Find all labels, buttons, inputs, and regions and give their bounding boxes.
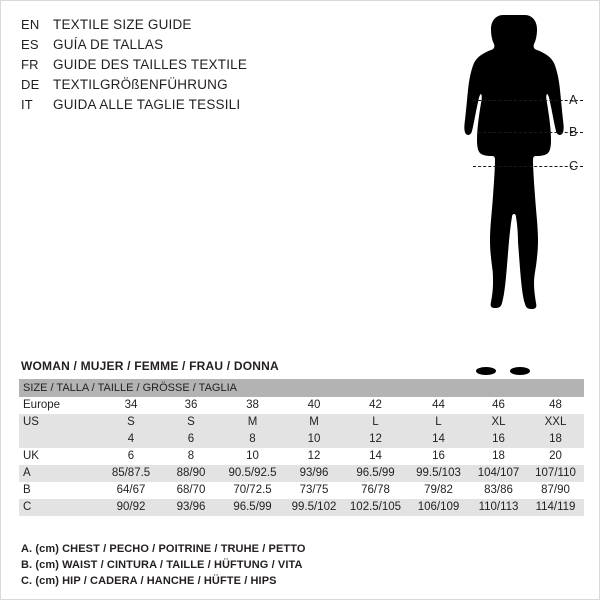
table-row [19,482,584,499]
marker-letter-c: C [569,159,579,173]
language-row-it [21,95,351,115]
cell: L [407,414,470,431]
cell: 18 [527,431,584,448]
cell: 44 [407,397,470,414]
body-figure [431,11,591,376]
note-c: C. (cm) HIP / CADERA / HANCHE / HÜFTE / HIPS [21,575,277,587]
marker-line-a [473,100,583,101]
cell: 36 [161,397,221,414]
cell: 102.5/105 [344,499,407,516]
size-table-wrapper [19,379,584,516]
cell: S [101,414,161,431]
cell: 83/86 [470,482,527,499]
language-code-en: EN [21,17,40,32]
cell: 107/110 [527,465,584,482]
cell: 16 [407,448,470,465]
table-header-label: SIZE / TALLA / TAILLE / GRÖSSE / TAGLIA [19,379,584,397]
marker-line-c [473,166,583,167]
cell: 96.5/99 [344,465,407,482]
language-code-de: DE [21,77,40,92]
language-text-fr: GUIDE DES TAILLES TEXTILE [53,57,248,72]
cell: 16 [470,431,527,448]
cell: 85/87.5 [101,465,161,482]
cell: 6 [101,448,161,465]
cell: 12 [284,448,344,465]
cell: 34 [101,397,161,414]
cell: 104/107 [470,465,527,482]
language-row-fr [21,55,351,75]
cell: M [284,414,344,431]
language-row-en [21,15,351,35]
language-text-de: TEXTILGRÖßENFÜHRUNG [53,77,228,92]
cell: 99.5/103 [407,465,470,482]
language-code-it: IT [21,97,33,112]
row-label-us: US [19,414,101,431]
cell: 42 [344,397,407,414]
cell: 8 [161,448,221,465]
cell: 14 [407,431,470,448]
cell: 110/113 [470,499,527,516]
row-label-c: C [19,499,101,516]
language-text-es: GUÍA DE TALLAS [53,37,164,52]
cell: S [161,414,221,431]
marker-letter-a: A [569,93,578,107]
row-label-a: A [19,465,101,482]
cell: L [344,414,407,431]
cell: 90.5/92.5 [221,465,284,482]
language-text-it: GUIDA ALLE TAGLIE TESSILI [53,97,241,112]
cell: 18 [470,448,527,465]
cell: 64/67 [101,482,161,499]
cell: 10 [221,448,284,465]
row-label-uk: UK [19,448,101,465]
cell: M [221,414,284,431]
marker-letter-b: B [569,125,578,139]
cell: XL [470,414,527,431]
row-label-europe: Europe [19,397,101,414]
language-text-en: TEXTILE SIZE GUIDE [53,17,192,32]
cell: 106/109 [407,499,470,516]
table-row [19,431,584,448]
row-label-us-numeric [19,431,101,448]
cell: 93/96 [284,465,344,482]
cell: 4 [101,431,161,448]
cell: 12 [344,431,407,448]
cell: 99.5/102 [284,499,344,516]
language-code-fr: FR [21,57,39,72]
cell: 93/96 [161,499,221,516]
language-list [21,15,351,115]
language-code-es: ES [21,37,39,52]
table-row [19,397,584,414]
table-row [19,414,584,431]
cell: 10 [284,431,344,448]
table-row [19,448,584,465]
cell: 8 [221,431,284,448]
cell: 14 [344,448,407,465]
row-label-b: B [19,482,101,499]
cell: XXL [527,414,584,431]
marker-line-b [478,132,583,133]
language-row-de [21,75,351,95]
cell: 68/70 [161,482,221,499]
language-row-es [21,35,351,55]
measurement-notes [21,541,306,589]
table-header-row [19,379,584,397]
cell: 46 [470,397,527,414]
size-table [19,379,584,516]
cell: 20 [527,448,584,465]
table-row [19,499,584,516]
cell: 6 [161,431,221,448]
note-a: A. (cm) CHEST / PECHO / POITRINE / TRUHE / PETTO [21,543,306,555]
cell: 70/72.5 [221,482,284,499]
table-row [19,465,584,482]
cell: 88/90 [161,465,221,482]
cell: 79/82 [407,482,470,499]
cell: 87/90 [527,482,584,499]
cell: 76/78 [344,482,407,499]
cell: 40 [284,397,344,414]
note-b: B. (cm) WAIST / CINTURA / TAILLE / HÜFTUNG / VITA [21,559,303,571]
woman-caption: WOMAN / MUJER / FEMME / FRAU / DONNA [21,359,279,373]
female-silhouette-icon [431,11,591,376]
cell: 73/75 [284,482,344,499]
cell: 48 [527,397,584,414]
cell: 38 [221,397,284,414]
cell: 114/119 [527,499,584,516]
cell: 96.5/99 [221,499,284,516]
cell: 90/92 [101,499,161,516]
